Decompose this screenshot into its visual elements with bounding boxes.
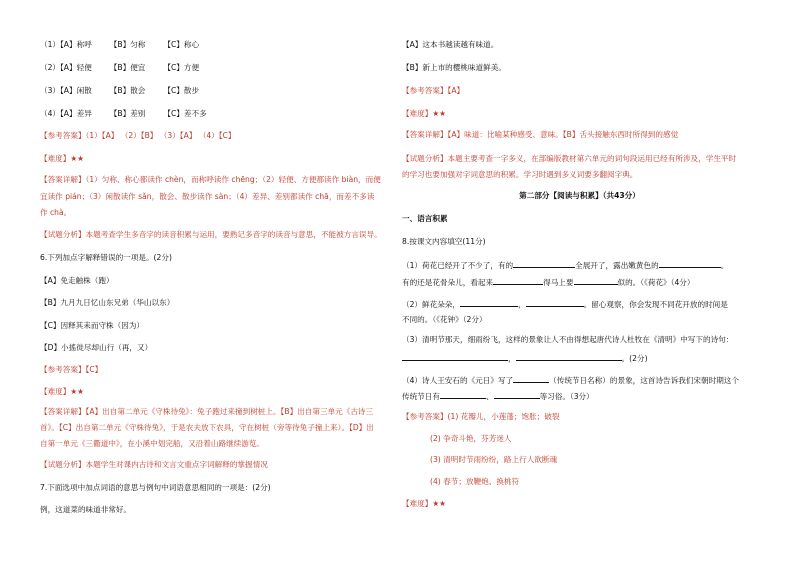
answer-blank[interactable] bbox=[513, 374, 549, 383]
fill-blank-line: （4）诗人王安石的《元日》写了 （传统节日名称）的景象，这首诗告诉我们宋朝时期这个 bbox=[402, 376, 739, 385]
question-analysis: 的学习也要加强对字词意思的积累。学习时遇到多义词要多翻阅字典。 bbox=[402, 170, 638, 179]
fill-blank-line: ， 。(2分) bbox=[402, 352, 648, 364]
answer-blank[interactable] bbox=[513, 259, 575, 268]
option-item: 【D】小搖徙尽却山行（再，又） bbox=[40, 343, 153, 352]
answer-explanation: 【答案详解】（1）匀称、称心都读作 chèn，而称呼读作 chēng；（2）轻便、方便都读作 biàn，而便 bbox=[40, 175, 381, 184]
difficulty: 【难度】★★ bbox=[402, 109, 446, 118]
answer-blank[interactable] bbox=[402, 352, 508, 361]
reference-answer: (3) 清明时节雨纷纷，路上行人欲断魂 bbox=[430, 455, 558, 464]
difficulty: 【难度】★★ bbox=[402, 499, 446, 508]
option-row: （3）【A】闲散 【B】散会 【C】散步 bbox=[40, 86, 200, 95]
question-7: 7.下面选项中加点词语的意思与例句中词语意思相同的一项是：(2分) bbox=[40, 483, 271, 492]
reference-answer: 【参考答案】【A】 bbox=[402, 86, 465, 95]
question-6: 6.下列加点字解释错误的一项是。(2分) bbox=[40, 253, 172, 262]
option-item: 【A】这本书越读越有味道。 bbox=[402, 40, 499, 49]
question-analysis: 【试题分析】本题主要考查一字多义，在部编版教材第六单元的词句段运用已经有所涉及，学生平时 bbox=[402, 154, 737, 163]
answer-blank[interactable] bbox=[493, 276, 543, 285]
fill-blank-line: （1）荷花已经开了不少了，有的 全展开了，露出嫩黄色的 。 bbox=[402, 261, 729, 270]
option-item: 【C】因释其耒而守株（因为） bbox=[40, 321, 145, 330]
answer-explanation: 【答案详解】【A】味道：比喻某种感受、意味。【B】舌头接触东西时所得到的感觉 bbox=[402, 130, 679, 139]
answer-explanation: 宜读作 pián；（3）闲散读作 sǎn，散会、散步读作 sàn；（4）差异、差别都读作 chā，而差不多读 bbox=[40, 192, 375, 201]
fill-blank-line: 有的还是花骨朵儿，看起来 得马上要 似的。（《荷花》（4分） bbox=[402, 278, 695, 287]
answer-blank[interactable] bbox=[440, 390, 486, 399]
answer-explanation: 【答案详解】【A】出自第二单元《守株待兔》：兔子跑过来撞到树桩上。【B】出自第三单元《古诗三 bbox=[40, 407, 374, 416]
option-row: （2）【A】轻便 【B】便宜 【C】方便 bbox=[40, 63, 200, 72]
option-row: （4）【A】差异 【B】差别 【C】差不多 bbox=[40, 109, 207, 118]
section-heading: 第二部分【阅读与积累】（共43分） bbox=[519, 191, 640, 200]
reference-answer: 【参考答案】(1) 花瓣儿，小莲蓬；饱胀；破裂 bbox=[402, 412, 560, 421]
example-sentence: 例，这道菜的味道非常好。 bbox=[40, 505, 132, 514]
reference-answer: 【参考答案】【C】 bbox=[40, 365, 103, 374]
option-item: 【B】新上市的樱桃味道鲜美。 bbox=[402, 63, 506, 72]
answer-explanation: 自第一单元《三衢道中》，在小溪中划完船，又沿着山路继续游览。 bbox=[40, 439, 265, 448]
difficulty: 【难度】★★ bbox=[40, 154, 84, 163]
option-item: 【B】九月九日忆山东兄弟（华山以东） bbox=[40, 298, 175, 307]
difficulty: 【难度】★★ bbox=[40, 387, 84, 396]
question-8: 8.按课文内容填空(11分) bbox=[402, 237, 486, 246]
answer-blank[interactable] bbox=[659, 259, 721, 268]
option-item: 【A】免走触株（跑） bbox=[40, 276, 114, 285]
option-row: （1）【A】称呼 【B】匀称 【C】称心 bbox=[40, 40, 200, 49]
fill-blank-line: （3）清明节那天，细雨纷飞，这样的景象让人不由得想起唐代诗人杜牧在《清明》中写下的诗句： bbox=[402, 335, 734, 344]
question-analysis: 【试题分析】本题学生对课内古诗和文言文重点字词解释的掌握情况 bbox=[40, 460, 268, 469]
answer-blank[interactable] bbox=[574, 276, 618, 285]
question-analysis: 【试题分析】本题考查学生多音字的读音积累与运用，要熟记多音字的读音与意思，不能被方言误导。 bbox=[40, 230, 382, 239]
reference-answer: (4) 春节；放鞭炮、换桃符 bbox=[430, 477, 520, 486]
fill-blank-line: （2）鲜花朵朵， ， 。留心观察，你会发现不同花开放的时间是 bbox=[402, 300, 728, 309]
subsection-heading: 一、语言积累 bbox=[402, 214, 448, 223]
fill-blank-line: 传统节日有 、 等习俗。（3分） bbox=[402, 392, 594, 401]
answer-blank[interactable] bbox=[494, 390, 540, 399]
answer-explanation: 首》。【C】出自第二单元《守株待兔》，于是农夫放下农具，守在树桩（旁等待兔子撞上来）。【D】出 bbox=[40, 423, 374, 432]
answer-blank[interactable] bbox=[516, 352, 622, 361]
answer-blank[interactable] bbox=[526, 298, 584, 307]
answer-explanation: 作 chà。 bbox=[40, 208, 72, 217]
reference-answer: (2) 争奇斗艳，芬芳迷人 bbox=[430, 434, 512, 443]
answer-blank[interactable] bbox=[460, 298, 518, 307]
fill-blank-line: 不同的。（《花钟》（2分） bbox=[402, 315, 487, 324]
reference-answer: 【参考答案】（1）【A】 （2）【B】 （3）【A】 （4）【C】 bbox=[40, 131, 236, 140]
